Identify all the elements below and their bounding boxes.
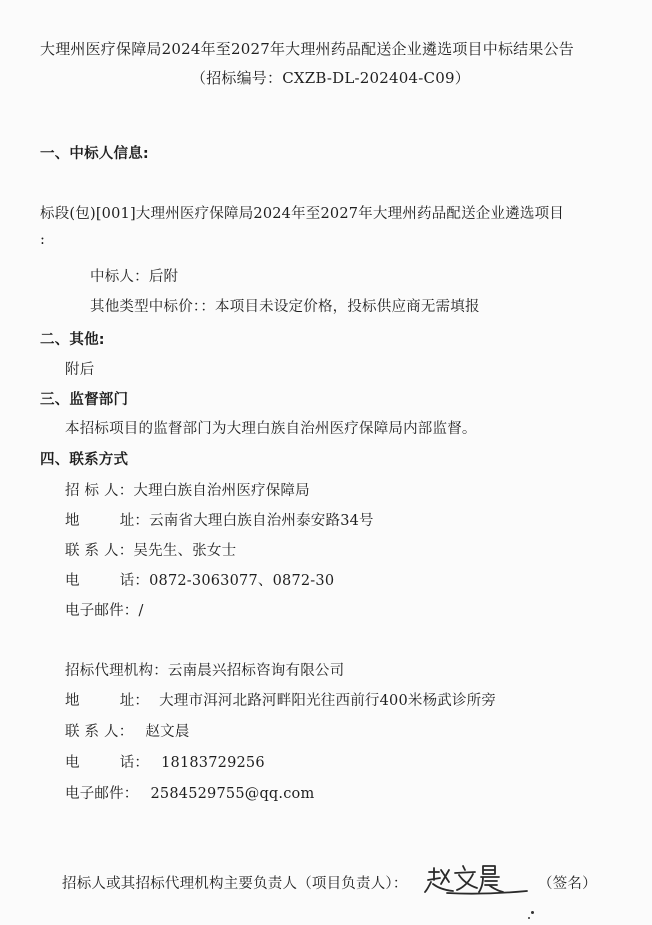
tenderer-email-value: / bbox=[138, 603, 144, 619]
tenderer-phone-value: 0872-3063077、0872-30 bbox=[149, 573, 335, 589]
tenderer-addr-row bbox=[65, 509, 374, 530]
signer-line: 招标人或其招标代理机构主要负责人（项目负责人）： bbox=[62, 876, 408, 892]
agency-org-row bbox=[65, 659, 344, 680]
winner-value: 后附 bbox=[148, 269, 179, 285]
signature-drawing bbox=[423, 862, 533, 896]
ink-speck bbox=[531, 911, 534, 914]
tenderer-email-label: 电子邮件： bbox=[65, 603, 139, 619]
agency-email-label: 电子邮件： bbox=[65, 786, 139, 802]
tenderer-addr-value: 云南省大理白族自治州泰安路34号 bbox=[149, 513, 374, 529]
section4-heading: 四、联系方式 bbox=[40, 452, 129, 468]
tenderer-org-row bbox=[65, 479, 310, 500]
other-price-label: 其他类型中标价： bbox=[90, 299, 201, 315]
tender-number: （招标编号：CXZB-DL-202404-C09） bbox=[191, 69, 470, 87]
tenderer-contact-label: 联 系 人： bbox=[65, 543, 134, 559]
winner-row bbox=[90, 265, 178, 286]
agency-contact-row bbox=[65, 720, 190, 741]
agency-org-label: 招标代理机构： bbox=[65, 663, 168, 679]
agency-phone-label-a: 电 bbox=[65, 755, 80, 771]
agency-addr-label-b: 址： bbox=[119, 693, 150, 709]
lot-line: 标段(包)[001]大理州医疗保障局2024年至2027年大理州药品配送企业遴选项目 bbox=[40, 206, 565, 222]
lot-colon: : bbox=[40, 232, 46, 248]
agency-contact-label: 联 系 人： bbox=[65, 724, 134, 740]
tenderer-contact-value: 吴先生、张女士 bbox=[133, 543, 237, 559]
section2-body: 附后 bbox=[65, 362, 95, 378]
section2-heading: 二、其他: bbox=[40, 332, 105, 348]
sign-label: （签名） bbox=[538, 876, 597, 892]
tenderer-org-label: 招 标 人： bbox=[65, 483, 134, 499]
agency-phone-value: 18183729256 bbox=[161, 755, 265, 771]
tenderer-phone-label-a: 电 bbox=[65, 573, 80, 589]
agency-addr-label-a: 地 bbox=[65, 693, 80, 709]
agency-phone-row bbox=[65, 751, 265, 772]
section1-heading: 一、中标人信息: bbox=[40, 146, 149, 162]
winner-label: 中标人： bbox=[90, 269, 149, 285]
agency-contact-value: 赵文晨 bbox=[145, 724, 190, 740]
tenderer-addr-label-b: 址： bbox=[119, 513, 150, 529]
section3-heading: 三、监督部门 bbox=[40, 392, 129, 408]
tenderer-addr-label-a: 地 bbox=[65, 513, 80, 529]
other-price-row bbox=[90, 295, 480, 316]
tenderer-org-value: 大理白族自治州医疗保障局 bbox=[133, 483, 310, 499]
other-price-value: ：本项目未设定价格，投标供应商无需填报 bbox=[200, 299, 480, 315]
section3-body: 本招标项目的监督部门为大理白族自治州医疗保障局内部监督。 bbox=[65, 421, 477, 437]
tenderer-phone-row bbox=[65, 569, 334, 590]
agency-org-value: 云南晨兴招标咨询有限公司 bbox=[167, 663, 345, 679]
tenderer-email-row bbox=[65, 599, 144, 620]
agency-email-value: 2584529755@qq.com bbox=[150, 786, 315, 802]
agency-addr-value: 大理市洱河北路河畔阳光往西前行400米杨武诊所旁 bbox=[159, 693, 497, 709]
agency-addr-row bbox=[65, 689, 496, 710]
agency-phone-label-b: 话： bbox=[119, 755, 150, 771]
handwritten-signature bbox=[423, 862, 533, 896]
ink-speck bbox=[528, 917, 530, 919]
tenderer-contact-row bbox=[65, 539, 236, 560]
document-title: 大理州医疗保障局2024年至2027年大理州药品配送企业遴选项目中标结果公告 bbox=[40, 40, 574, 58]
tenderer-phone-label-b: 话： bbox=[119, 573, 150, 589]
agency-email-row bbox=[65, 782, 314, 803]
